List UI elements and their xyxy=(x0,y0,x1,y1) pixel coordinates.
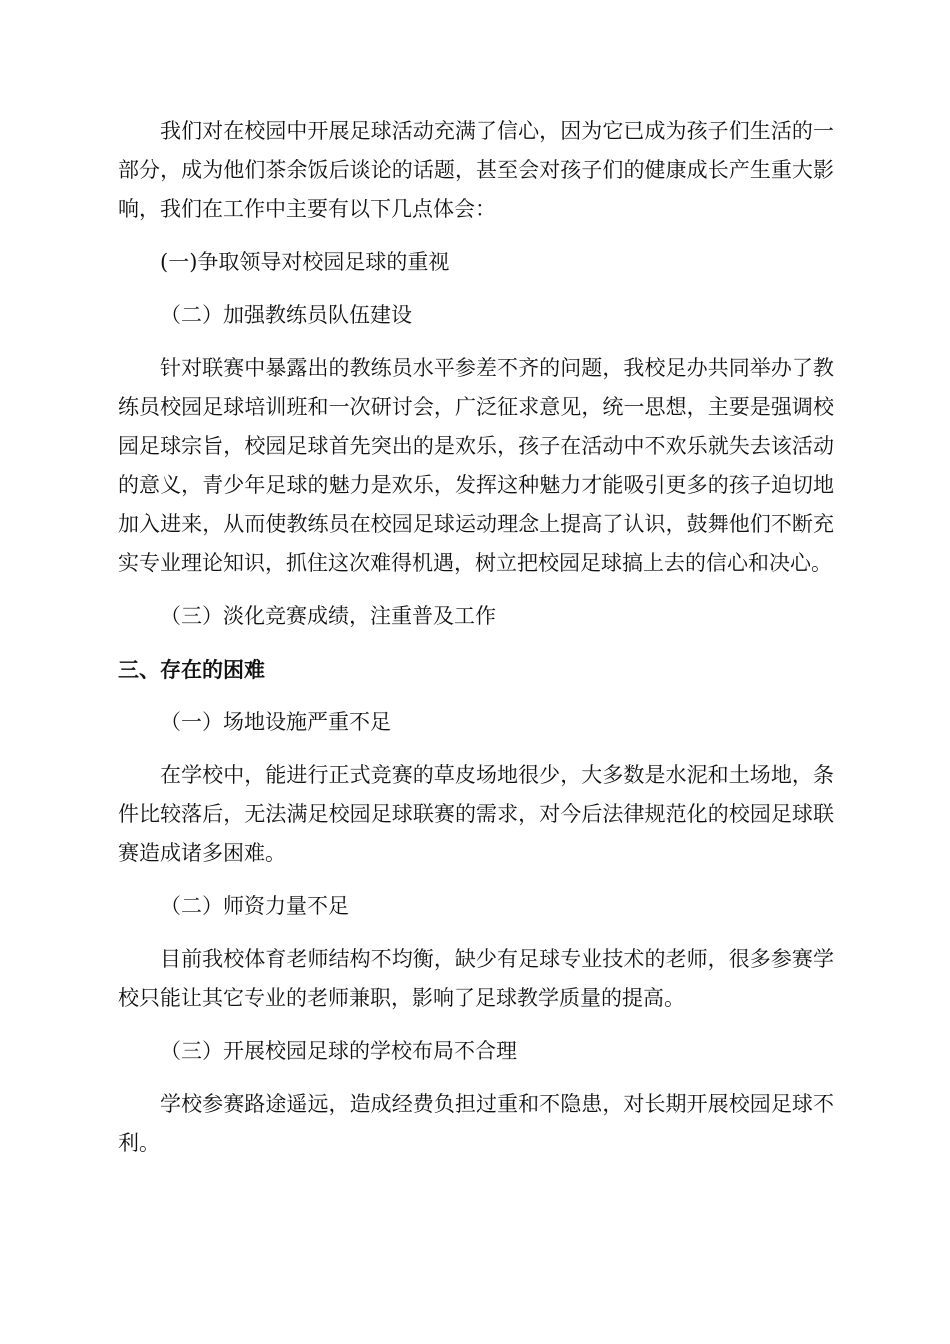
paragraph-coach-training: 针对联赛中暴露出的教练员水平参差不齐的问题，我校足办共同举办了教练员校园足球培训班和一次研讨会，广泛征求意见，统一思想，主要是强调校园足球宗旨，校园足球首先突出的是欢乐，孩子在活动中不欢乐就失去该活动的意义，青少年足球的魅力是欢乐，发挥这种魅力才能吸引更多的孩子迫切地加入进来，从而使教练员在校园足球运动理念上提高了认识，鼓舞他们不断充实专业理论知识，抓住这次难得机遇，树立把校园足球搞上去的信心和决心。 xyxy=(118,356,834,575)
paragraph-teachers: 目前我校体育老师结构不均衡，缺少有足球专业技术的老师，很多参赛学校只能让其它专业的老师兼职，影响了足球教学质量的提高。 xyxy=(118,947,834,1010)
subheading-leadership: (一)争取领导对校园足球的重视 xyxy=(160,250,450,274)
document-page xyxy=(118,112,834,1177)
paragraph-intro: 我们对在校园中开展足球活动充满了信心，因为它已成为孩子们生活的一部分，成为他们茶余饭后谈论的话题，甚至会对孩子们的健康成长产生重大影响，我们在工作中主要有以下几点体会： xyxy=(118,119,834,221)
subheading-school-layout: （三）开展校园足球的学校布局不合理 xyxy=(160,1039,517,1063)
paragraph-school-layout: 学校参赛路途遥远，造成经费负担过重和不隐患，对长期开展校园足球不利。 xyxy=(118,1092,834,1155)
subheading-facilities: （一）场地设施严重不足 xyxy=(160,710,391,734)
subheading-coach-team: （二）加强教练员队伍建设 xyxy=(160,303,412,327)
subheading-teachers: （二）师资力量不足 xyxy=(160,894,349,918)
subheading-popularization: （三）淡化竞赛成绩，注重普及工作 xyxy=(160,604,496,628)
section-heading-difficulties: 三、存在的困难 xyxy=(118,657,265,682)
paragraph-facilities: 在学校中，能进行正式竞赛的草皮场地很少，大多数是水泥和土场地，条件比较落后，无法满足校园足球联赛的需求，对今后法律规范化的校园足球联赛造成诸多困难。 xyxy=(118,763,834,865)
